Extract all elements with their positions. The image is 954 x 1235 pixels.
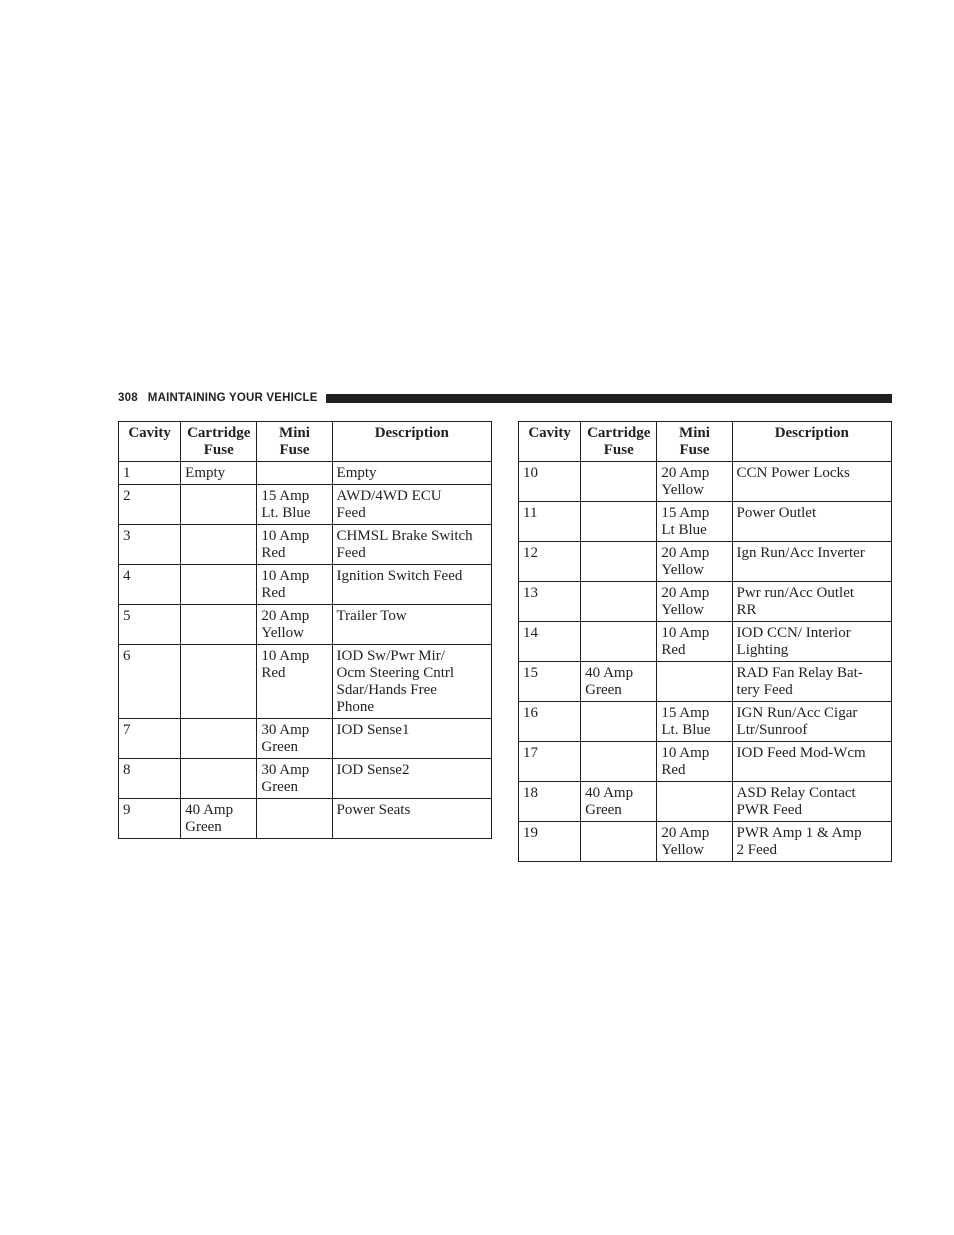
mini-fuse-cell [257, 799, 332, 839]
mini-fuse-cell: 10 Amp Red [257, 645, 332, 719]
description-cell: Power Seats [332, 799, 491, 839]
cartridge-fuse-cell [581, 742, 657, 782]
cavity-cell: 5 [119, 605, 181, 645]
table-row [119, 799, 492, 839]
description-cell: Empty [332, 462, 491, 485]
page-header [118, 390, 892, 406]
description-cell: Pwr run/Acc Outlet RR [732, 582, 891, 622]
description-cell: CCN Power Locks [732, 462, 891, 502]
fuse-table-left [118, 421, 492, 839]
table-row [519, 582, 892, 622]
cartridge-fuse-cell [581, 822, 657, 862]
cavity-cell: 18 [519, 782, 581, 822]
description-cell: Ignition Switch Feed [332, 565, 491, 605]
description-cell: CHMSL Brake Switch Feed [332, 525, 491, 565]
cavity-cell: 9 [119, 799, 181, 839]
header-rule [326, 394, 892, 403]
cavity-cell: 8 [119, 759, 181, 799]
cavity-cell: 12 [519, 542, 581, 582]
table-row [519, 822, 892, 862]
cavity-cell: 11 [519, 502, 581, 542]
mini-fuse-cell: 30 Amp Green [257, 719, 332, 759]
cartridge-fuse-cell: 40 Amp Green [581, 782, 657, 822]
mini-fuse-cell: 20 Amp Yellow [257, 605, 332, 645]
description-cell: ASD Relay Contact PWR Feed [732, 782, 891, 822]
mini-fuse-cell: 20 Amp Yellow [657, 582, 732, 622]
mini-fuse-cell: 20 Amp Yellow [657, 542, 732, 582]
header-cartridge-fuse: Cartridge Fuse [181, 422, 257, 462]
cavity-cell: 7 [119, 719, 181, 759]
cartridge-fuse-cell [581, 462, 657, 502]
header-description: Description [732, 422, 891, 462]
table-row [119, 565, 492, 605]
table-header-row [519, 422, 892, 462]
header-cavity: Cavity [119, 422, 181, 462]
cavity-cell: 14 [519, 622, 581, 662]
description-cell: IOD Sense1 [332, 719, 491, 759]
table-row [119, 719, 492, 759]
mini-fuse-cell: 30 Amp Green [257, 759, 332, 799]
table-row [519, 662, 892, 702]
cavity-cell: 10 [519, 462, 581, 502]
cartridge-fuse-cell [181, 719, 257, 759]
table-row [119, 645, 492, 719]
description-cell: RAD Fan Relay Bat- tery Feed [732, 662, 891, 702]
page-number: 308 [118, 392, 138, 404]
table-row [519, 622, 892, 662]
cartridge-fuse-cell [581, 542, 657, 582]
mini-fuse-cell: 10 Amp Red [657, 742, 732, 782]
cavity-cell: 15 [519, 662, 581, 702]
table-row [519, 702, 892, 742]
header-mini-fuse: Mini Fuse [657, 422, 732, 462]
cavity-cell: 1 [119, 462, 181, 485]
fuse-table-right [518, 421, 892, 862]
table-row [119, 525, 492, 565]
mini-fuse-cell: 10 Amp Red [257, 565, 332, 605]
mini-fuse-cell: 20 Amp Yellow [657, 462, 732, 502]
description-cell: AWD/4WD ECU Feed [332, 485, 491, 525]
cavity-cell: 2 [119, 485, 181, 525]
table-row [519, 742, 892, 782]
table-row [519, 462, 892, 502]
cavity-cell: 16 [519, 702, 581, 742]
cartridge-fuse-cell [581, 582, 657, 622]
cartridge-fuse-cell [181, 565, 257, 605]
cartridge-fuse-cell [181, 645, 257, 719]
table-row [119, 485, 492, 525]
header-description: Description [332, 422, 491, 462]
mini-fuse-cell: 20 Amp Yellow [657, 822, 732, 862]
cartridge-fuse-cell [581, 702, 657, 742]
cavity-cell: 6 [119, 645, 181, 719]
description-cell: IOD Feed Mod-Wcm [732, 742, 891, 782]
description-cell: IOD Sw/Pwr Mir/ Ocm Steering Cntrl Sdar/Hands Free Phone [332, 645, 491, 719]
mini-fuse-cell: 15 Amp Lt Blue [657, 502, 732, 542]
cartridge-fuse-cell: Empty [181, 462, 257, 485]
cavity-cell: 4 [119, 565, 181, 605]
table-row [519, 502, 892, 542]
description-cell: Power Outlet [732, 502, 891, 542]
cartridge-fuse-cell [181, 759, 257, 799]
mini-fuse-cell [657, 662, 732, 702]
mini-fuse-cell: 10 Amp Red [657, 622, 732, 662]
table-row [119, 605, 492, 645]
mini-fuse-cell: 15 Amp Lt. Blue [657, 702, 732, 742]
cartridge-fuse-cell [581, 622, 657, 662]
header-mini-fuse: Mini Fuse [257, 422, 332, 462]
cartridge-fuse-cell: 40 Amp Green [581, 662, 657, 702]
cartridge-fuse-cell: 40 Amp Green [181, 799, 257, 839]
table-header-row [119, 422, 492, 462]
table-body-left [119, 462, 492, 839]
cavity-cell: 17 [519, 742, 581, 782]
table-body-right [519, 462, 892, 862]
table-row [119, 462, 492, 485]
description-cell: IGN Run/Acc Cigar Ltr/Sunroof [732, 702, 891, 742]
cavity-cell: 13 [519, 582, 581, 622]
description-cell: Trailer Tow [332, 605, 491, 645]
cartridge-fuse-cell [181, 605, 257, 645]
cartridge-fuse-cell [181, 525, 257, 565]
description-cell: PWR Amp 1 & Amp 2 Feed [732, 822, 891, 862]
mini-fuse-cell [257, 462, 332, 485]
header-cavity: Cavity [519, 422, 581, 462]
table-row [119, 759, 492, 799]
cavity-cell: 19 [519, 822, 581, 862]
section-title: MAINTAINING YOUR VEHICLE [147, 392, 318, 404]
cartridge-fuse-cell [181, 485, 257, 525]
description-cell: Ign Run/Acc Inverter [732, 542, 891, 582]
mini-fuse-cell: 15 Amp Lt. Blue [257, 485, 332, 525]
description-cell: IOD Sense2 [332, 759, 491, 799]
table-row [519, 542, 892, 582]
header-cartridge-fuse: Cartridge Fuse [581, 422, 657, 462]
cavity-cell: 3 [119, 525, 181, 565]
table-row [519, 782, 892, 822]
description-cell: IOD CCN/ Interior Lighting [732, 622, 891, 662]
mini-fuse-cell: 10 Amp Red [257, 525, 332, 565]
mini-fuse-cell [657, 782, 732, 822]
cartridge-fuse-cell [581, 502, 657, 542]
